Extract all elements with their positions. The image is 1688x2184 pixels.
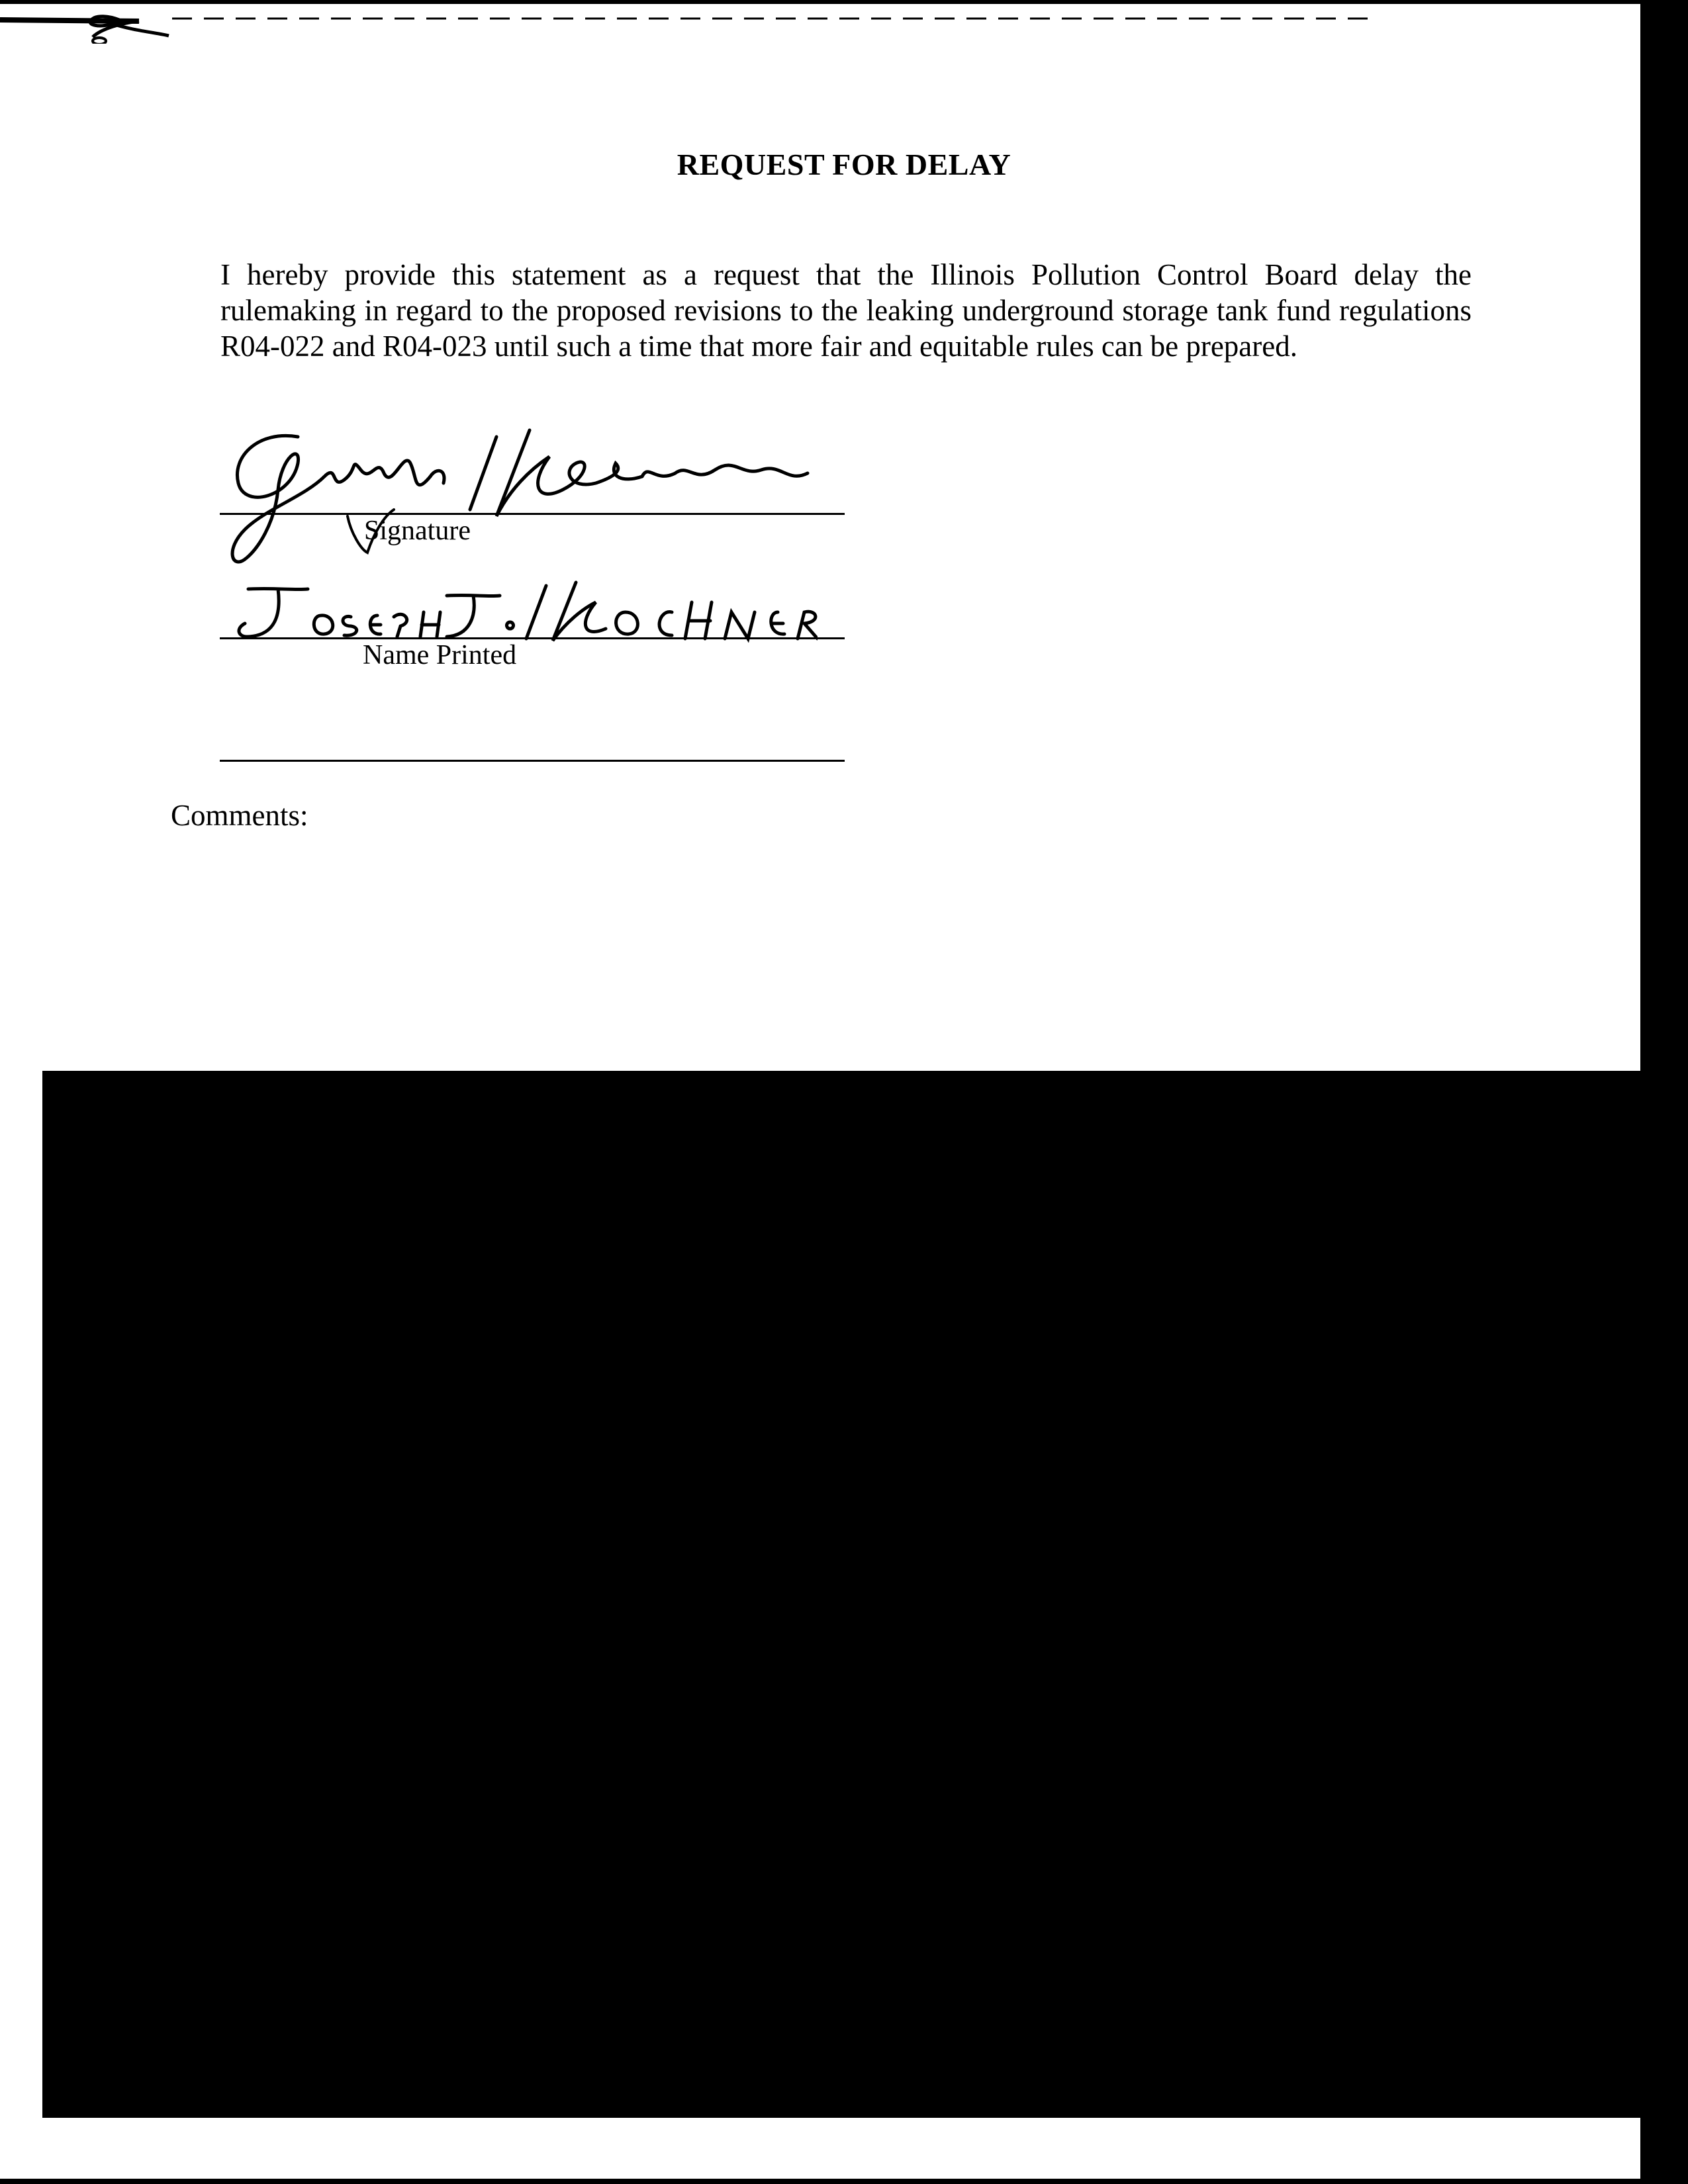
name-printed-label: Name Printed — [363, 640, 517, 670]
cut-line — [0, 11, 1370, 44]
signature-line — [220, 513, 845, 515]
scissors-icon — [0, 17, 169, 44]
handwritten-signature — [218, 417, 841, 569]
comments-label: Comments: — [171, 799, 308, 832]
redaction-box — [42, 1071, 1688, 2118]
signature-label: Signature — [364, 516, 471, 546]
page-edge-bottom — [0, 2179, 1688, 2184]
blank-field-line — [220, 760, 845, 762]
request-statement: I hereby provide this statement as a request that the Illinois Pollution Control Board delay the rulemaking in regard to the proposed revisions to the leaking underground storage tank fund regulations R04-022 and R04-023 until such a time that more fair and equitable rules can be prepared. — [220, 258, 1472, 363]
name-printed-line — [220, 637, 845, 639]
page-edge-top — [0, 0, 1688, 4]
document-title: REQUEST FOR DELAY — [677, 148, 1011, 181]
